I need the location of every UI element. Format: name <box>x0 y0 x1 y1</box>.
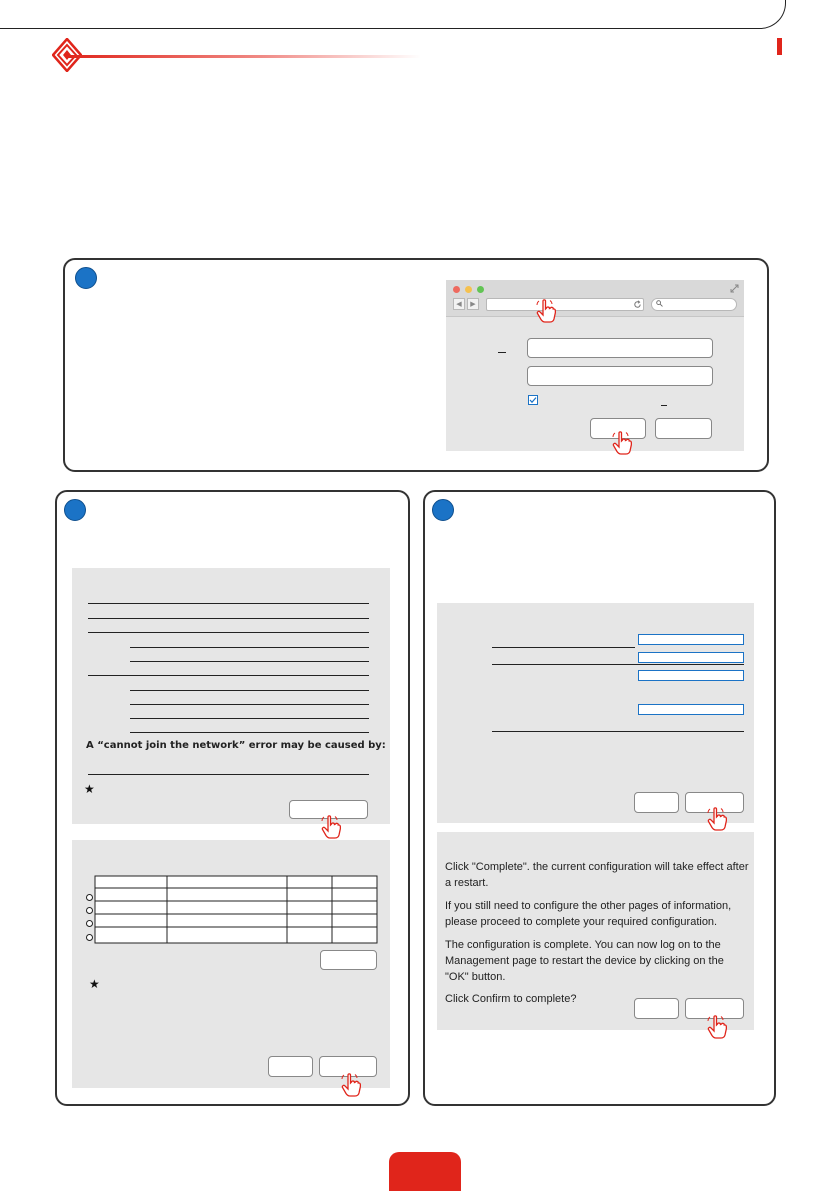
back-button[interactable]: ◀ <box>453 298 465 310</box>
username-field[interactable] <box>527 338 713 358</box>
network-radio[interactable] <box>86 894 93 901</box>
divider <box>130 647 369 648</box>
network-radio[interactable] <box>86 934 93 941</box>
back-step-button[interactable] <box>634 792 679 813</box>
divider <box>492 731 744 732</box>
hand-pointer-icon <box>612 431 632 455</box>
confirm-paragraph-1: Click "Complete". the current configuration will take effect after a restart. <box>445 861 749 889</box>
confirmation-screen <box>437 832 754 1030</box>
divider <box>88 774 369 775</box>
page-number-tab <box>389 1152 461 1191</box>
refresh-button[interactable] <box>320 950 377 970</box>
address-bar[interactable] <box>486 298 644 311</box>
network-radio[interactable] <box>86 907 93 914</box>
divider <box>130 690 369 691</box>
divider <box>88 603 369 604</box>
divider <box>492 647 635 648</box>
page-top-border <box>0 0 786 29</box>
gateway-input[interactable] <box>638 670 744 681</box>
confirm-paragraph-2: If you still need to configure the other pages of information, please proceed to complete your required configuration. <box>445 900 732 928</box>
label-underscore <box>498 352 506 353</box>
header-divider <box>66 55 421 58</box>
back-step-button[interactable] <box>634 998 679 1019</box>
network-radio[interactable] <box>86 920 93 927</box>
divider <box>130 661 369 662</box>
window-close-dot[interactable] <box>453 286 460 293</box>
divider <box>88 675 369 676</box>
subnet-mask-input[interactable] <box>638 652 744 663</box>
network-table <box>94 875 378 945</box>
network-settings-screen <box>72 568 390 824</box>
checkbox-icon[interactable] <box>528 395 538 405</box>
search-icon <box>656 300 663 307</box>
divider <box>88 618 369 619</box>
divider <box>492 664 744 665</box>
password-field[interactable] <box>527 366 713 386</box>
step-1-badge <box>75 267 97 289</box>
confirm-paragraph-3: The configuration is complete. You can now log on to the Management page to restart the device by clicking on the "OK" button. <box>445 939 724 983</box>
header-red-mark <box>777 38 782 55</box>
step-3-badge <box>432 499 454 521</box>
browser-toolbar <box>446 280 744 317</box>
divider <box>130 718 369 719</box>
back-step-button[interactable] <box>268 1056 313 1077</box>
window-maximize-dot[interactable] <box>477 286 484 293</box>
divider <box>88 632 369 633</box>
star-icon: ★ <box>89 977 100 991</box>
hand-pointer-icon <box>536 299 556 323</box>
dns-input[interactable] <box>638 704 744 715</box>
browser-window <box>446 280 744 451</box>
window-minimize-dot[interactable] <box>465 286 472 293</box>
hand-pointer-icon <box>321 815 341 839</box>
reload-icon[interactable] <box>633 300 642 309</box>
star-icon: ★ <box>84 782 95 796</box>
hand-pointer-icon <box>707 807 727 831</box>
divider <box>130 704 369 705</box>
confirm-question: Click Confirm to complete? <box>445 993 577 1005</box>
ip-address-input[interactable] <box>638 634 744 645</box>
divider <box>130 732 369 733</box>
network-list-screen <box>72 840 390 1088</box>
expand-icon[interactable] <box>730 284 739 293</box>
forward-button[interactable]: ▶ <box>467 298 479 310</box>
label-underscore-2 <box>661 405 667 406</box>
ip-settings-screen <box>437 603 754 823</box>
error-heading: A “cannot join the network” error may be caused by: <box>86 740 386 751</box>
hand-pointer-icon <box>707 1015 727 1039</box>
hand-pointer-icon <box>341 1073 361 1097</box>
cancel-button[interactable] <box>655 418 712 439</box>
step-2-badge <box>64 499 86 521</box>
browser-search-input[interactable] <box>651 298 737 311</box>
